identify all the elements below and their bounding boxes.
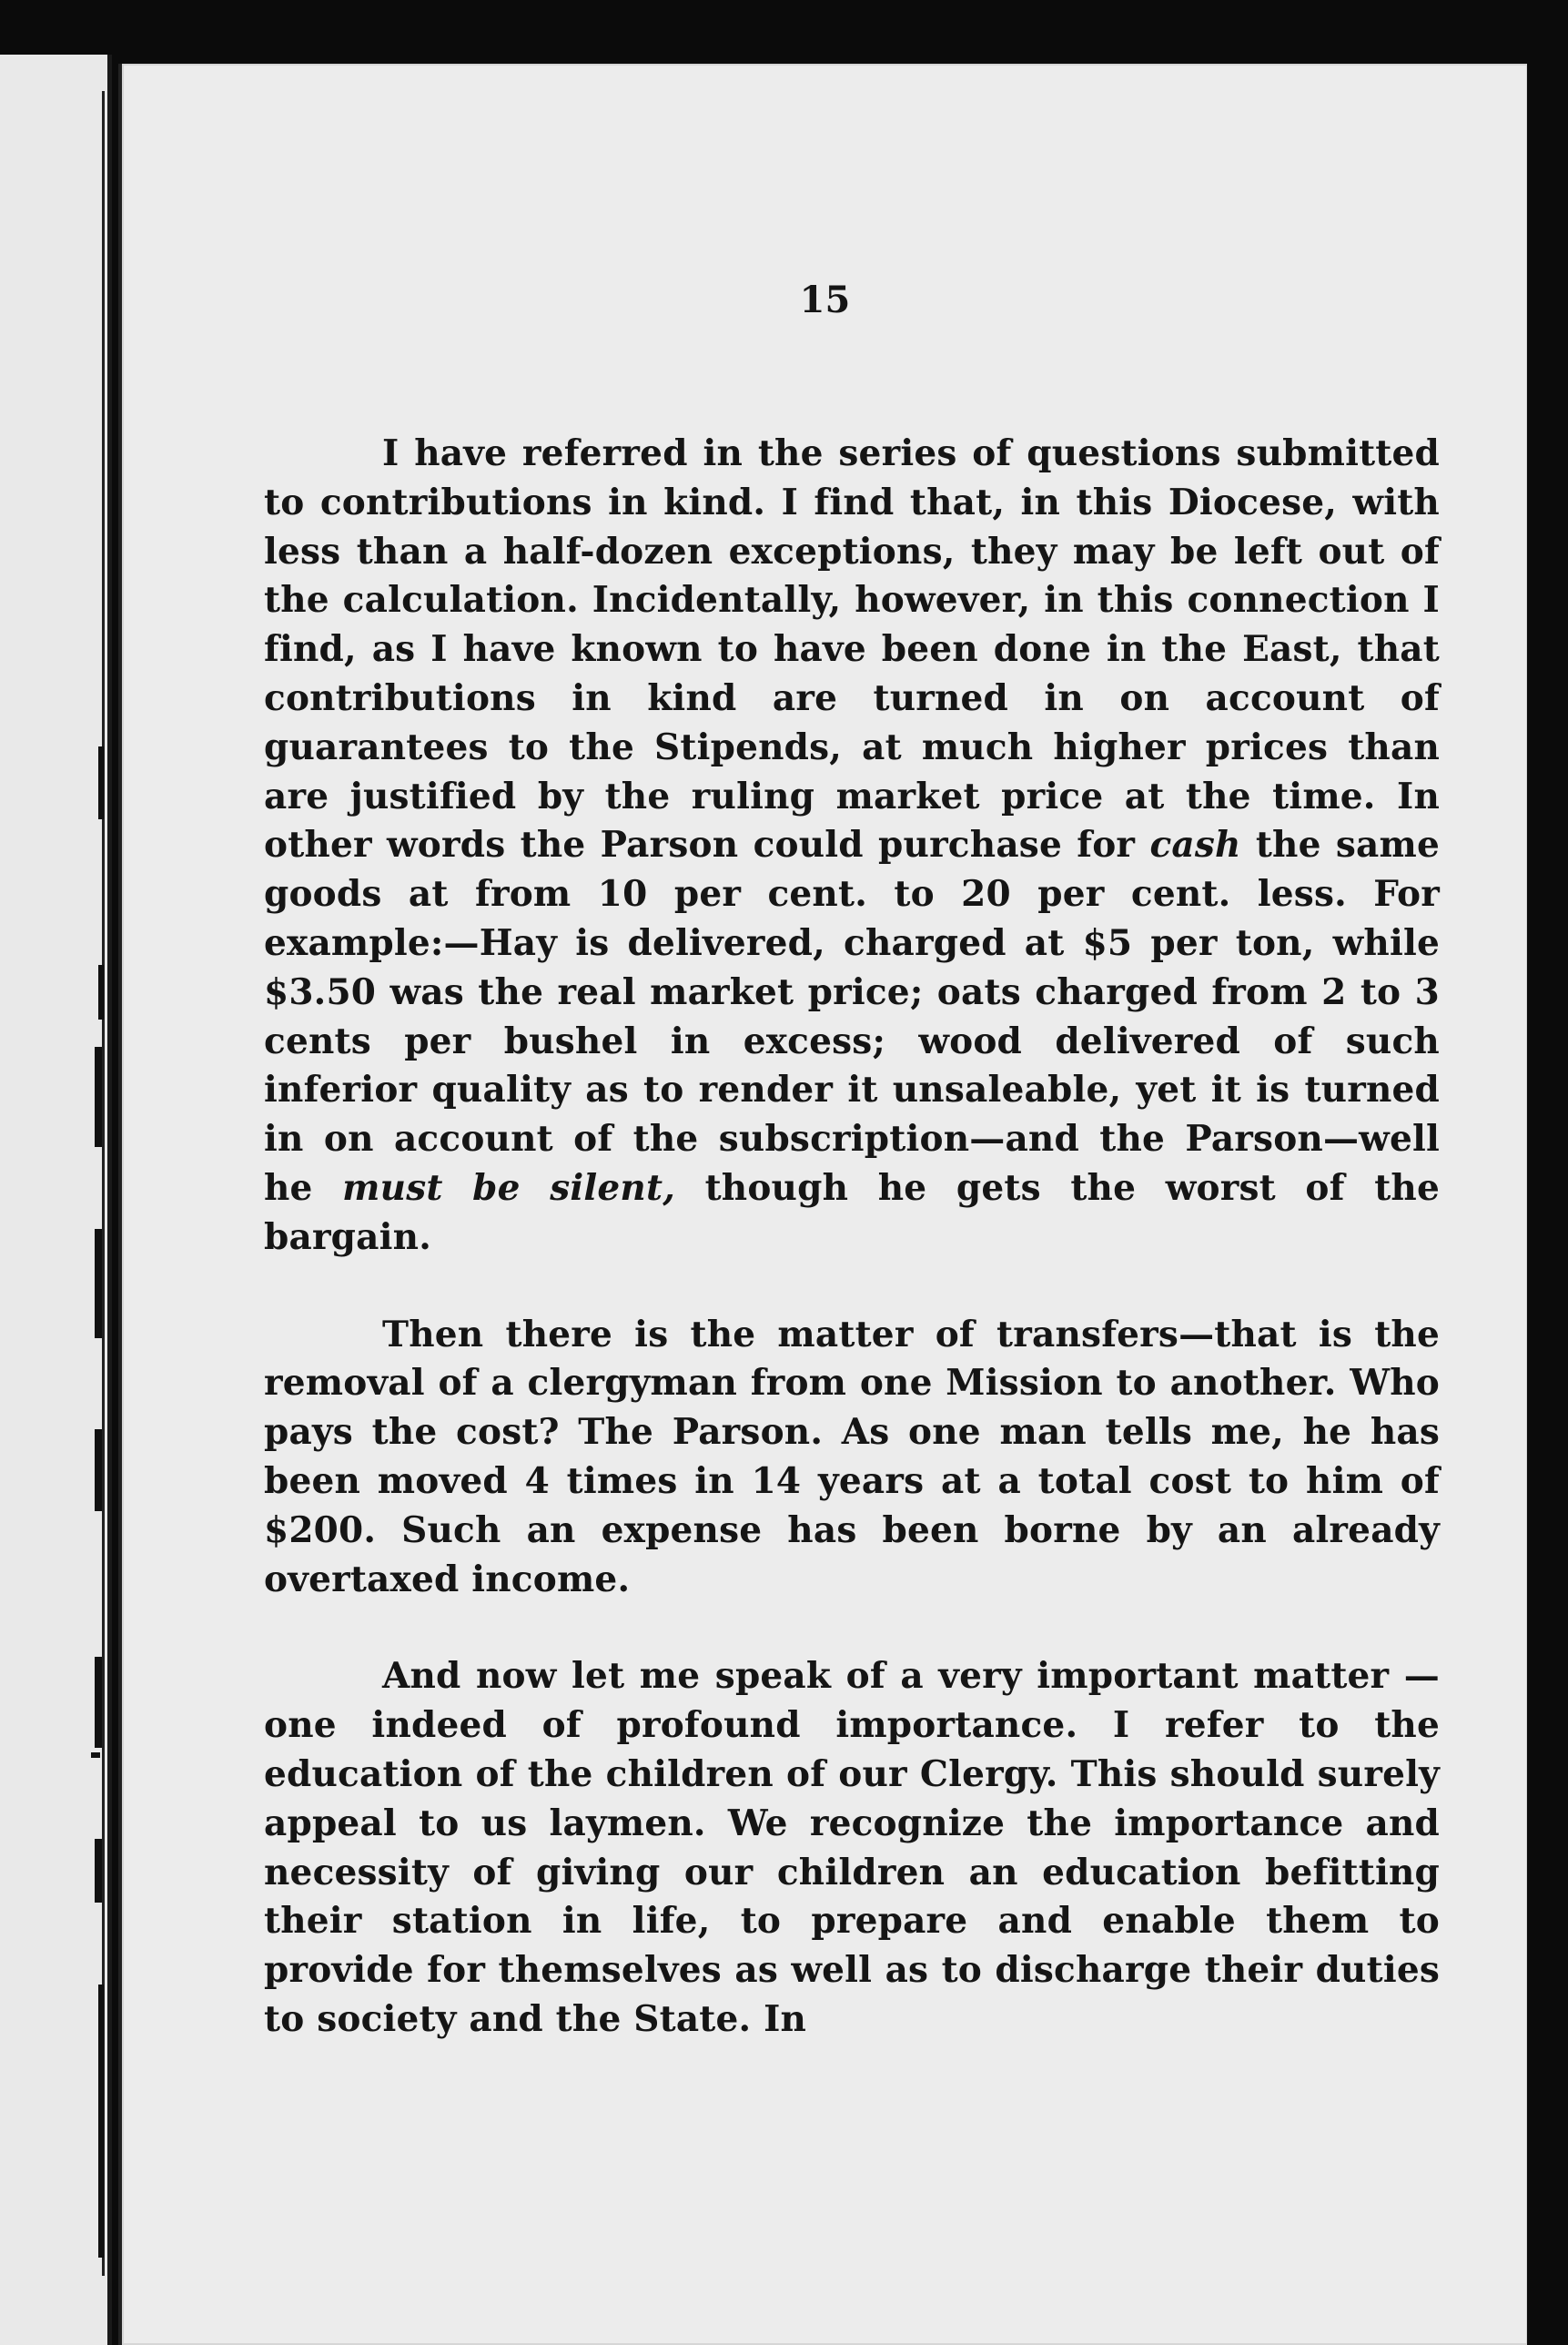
facing-page-edge xyxy=(0,55,112,2345)
margin-mark xyxy=(98,746,104,819)
paragraph-contributions-in-kind xyxy=(264,430,1440,1263)
book-page xyxy=(118,64,1528,2345)
paragraph-text: though he gets the worst of the bargain. xyxy=(264,1166,1440,1258)
paragraph-text: I have referred in the series of questions submitted to contributions in kind. I find that, in this Diocese, with less than a half-dozen exceptions, they may be left out of the calculation. Incidentally, however, in this connection I find, as I have known to have been done in the East, that contributions in kind are turned in on account of guarantees to the Stipends, at much higher prices than are justified by the ruling market price at the time. In other words the Parson could purchase for xyxy=(264,432,1440,867)
body-text xyxy=(264,430,1440,2045)
margin-mark xyxy=(95,1839,102,1903)
margin-mark xyxy=(95,1229,102,1338)
page-number: 15 xyxy=(799,279,851,321)
paragraph-transfers: Then there is the matter of transfers—that is the removal of a clergyman from one Mission to another. Who pays the cost? The Parson. As one man tells me, he has been moved 4 times in 14 years at a total cost to him of $200. Such an expense has been borne by an already overtaxed income. xyxy=(264,1313,1440,1600)
margin-mark xyxy=(98,1985,104,2258)
paragraph-text: the same goods at from 10 per cent. to 20 per cent. less. For example:—Hay is delivered, charged at $5 per ton, while $3.50 was the real market price; oats charged from 2 to 3 cents per bushel in excess; wood delivered of such inferior quality as to render it unsaleable, yet it is turned in on account of the subscription—and the Parson—well he xyxy=(264,824,1441,1209)
margin-mark xyxy=(95,1429,102,1511)
emphasis-must-be-silent: must be silent, xyxy=(342,1166,675,1209)
margin-mark xyxy=(98,965,104,1020)
gutter-line xyxy=(102,91,105,2276)
margin-mark xyxy=(95,1657,102,1748)
emphasis-cash: cash xyxy=(1149,824,1241,867)
paragraph-education: And now let me speak of a very important matter —one indeed of profound importance. I refer to the education of the children of our Clergy. This should surely appeal to us laymen. We recognize the importance and necessity of giving our children an education befitting their station in life, to prepare and enable them to provide for themselves as well as to discharge their duties to society and the State. In xyxy=(264,1655,1440,2040)
margin-mark xyxy=(95,1047,102,1147)
margin-dot xyxy=(91,1752,100,1758)
page-right-shadow xyxy=(1527,64,1568,2345)
